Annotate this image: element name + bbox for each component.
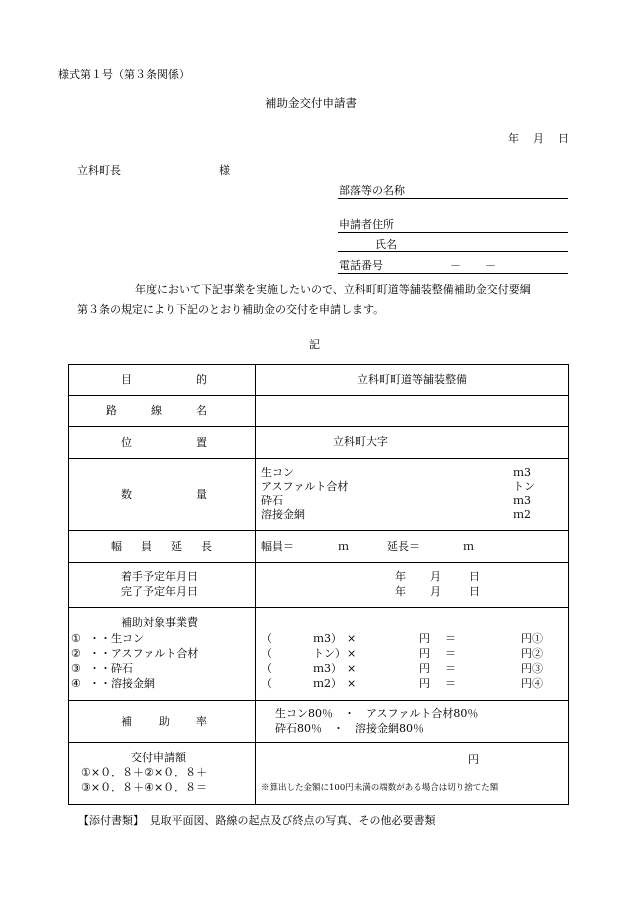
cost-yen: 円 [419, 632, 430, 645]
cost-result: 円② [521, 647, 543, 660]
cost-open-paren: （ [261, 632, 272, 645]
request-note: ※算出した金額に100円未満の端数がある場合は切り捨てた額 [261, 782, 499, 793]
route-label-c: 名 [196, 404, 207, 417]
group-name-underline [338, 198, 568, 199]
quantity-item-name: 砕石 [261, 493, 283, 507]
phone-dash-1: － [450, 259, 461, 272]
cost-result: 円③ [521, 662, 543, 675]
width-unit: ｍ [338, 539, 349, 553]
quantity-item-name: 溶接金網 [261, 507, 305, 521]
quantity-item-name: 生コン [261, 465, 294, 479]
cost-equals: ＝ [445, 632, 456, 645]
start-date-label: 着手予定年月日 [121, 570, 198, 583]
rate-label-b: 助 [159, 714, 170, 728]
route-label-a: 路 [106, 404, 117, 417]
start-year: 年 [395, 570, 406, 583]
cost-row-name: ・・溶接金網 [89, 677, 155, 690]
quantity-item-name: アスファルト合材 [261, 479, 349, 493]
row-subsidy-rate [69, 701, 569, 743]
row-width-length [69, 531, 569, 563]
route-label-b: 線 [151, 404, 162, 417]
request-amount-label [69, 743, 256, 805]
quantity-item-unit: ｍ2 [513, 507, 531, 521]
address-label: 申請者住所 [339, 218, 394, 231]
cost-result: 円① [521, 632, 543, 645]
cost-open-paren: （ [261, 662, 272, 675]
width-label: 幅員＝ [261, 539, 294, 553]
addressee-honorific: 様 [219, 164, 230, 177]
cost-open-paren: （ [261, 647, 272, 660]
cost-yen: 円 [419, 662, 430, 675]
eligible-cost-value [256, 608, 569, 701]
addressee-name: 立科町長 [77, 164, 121, 177]
date-day: 日 [558, 132, 569, 145]
ki-heading: 記 [309, 338, 320, 351]
route-name-label [69, 396, 256, 427]
cost-unit: ｍ2） [313, 677, 342, 690]
row-location [69, 427, 569, 459]
body-line-2: 第３条の規定により下記のとおり補助金の交付を申請します。 [77, 303, 385, 316]
location-value-text: 立科町大字 [333, 435, 388, 449]
cost-times: × [347, 677, 357, 690]
purpose-label [69, 365, 256, 396]
cost-row-number: ② [71, 647, 81, 660]
group-name-label: 部落等の名称 [339, 184, 405, 197]
cost-yen: 円 [419, 647, 430, 660]
location-label [69, 427, 256, 459]
request-amount-value [256, 743, 569, 805]
width-length-label-d: 長 [201, 539, 212, 553]
width-length-label [69, 531, 256, 563]
rate-label-a: 補 [121, 714, 132, 728]
purpose-label-a: 目 [121, 373, 132, 386]
cost-times: × [347, 662, 357, 675]
location-value [256, 427, 569, 459]
request-formula-1: ①×０．８＋②×０．８＋ [81, 765, 208, 779]
purpose-label-b: 的 [196, 373, 207, 386]
quantity-label-b: 量 [196, 487, 207, 501]
schedule-label [69, 563, 256, 608]
width-length-label-c: 延 [171, 539, 182, 553]
length-unit: ｍ [463, 539, 474, 553]
row-quantity [69, 459, 569, 531]
cost-unit: ｍ3） [313, 662, 342, 675]
quantity-value [256, 459, 569, 531]
attachments-note: 【添付書類】 見取平面図、路線の起点及び終点の写真、その他必要書類 [78, 814, 436, 827]
cost-result: 円④ [521, 677, 543, 690]
purpose-value: 立科町町道等舗装整備 [256, 365, 569, 396]
cost-unit: ｍ3） [313, 632, 342, 645]
quantity-label-a: 数 [121, 487, 132, 501]
quantity-label [69, 459, 256, 531]
cost-row-name: ・・砕石 [89, 662, 133, 675]
name-underline [338, 251, 568, 252]
cost-equals: ＝ [445, 662, 456, 675]
cost-row-number: ④ [71, 677, 81, 690]
width-length-label-a: 幅 [111, 539, 122, 553]
document-title: 補助金交付申請書 [265, 96, 357, 110]
location-label-a: 位 [121, 435, 132, 449]
rate-line-1: 生コン80％ ・ アスファルト合材80％ [275, 706, 479, 720]
cost-yen: 円 [419, 677, 430, 690]
eligible-cost-label [69, 608, 256, 701]
quantity-item-unit: ｍ3 [513, 493, 531, 507]
form-type-label: 様式第１号（第３条関係） [58, 68, 190, 81]
request-formula-2: ③×０．８＋④×０．８＝ [81, 780, 208, 794]
request-yen: 円 [468, 752, 479, 766]
phone-label: 電話番号 [339, 259, 383, 272]
subsidy-rate-value [256, 701, 569, 743]
length-label: 延長＝ [387, 539, 420, 553]
schedule-value [256, 563, 569, 608]
application-table [68, 364, 569, 805]
width-length-value [256, 531, 569, 563]
phone-dash-2: － [485, 259, 496, 272]
body-line-1: 年度において下記事業を実施したいので、立科町町道等舗装整備補助金交付要綱 [135, 283, 531, 296]
end-day: 日 [469, 585, 480, 598]
name-label: 氏名 [375, 238, 397, 251]
subsidy-rate-label [69, 701, 256, 743]
eligible-cost-header: 補助対象事業費 [121, 616, 198, 629]
location-label-b: 置 [196, 435, 207, 449]
cost-row-name: ・・生コン [89, 632, 144, 645]
row-route-name [69, 396, 569, 427]
request-amount-heading: 交付申請額 [131, 750, 186, 764]
cost-equals: ＝ [445, 677, 456, 690]
date-month: 月 [533, 132, 544, 145]
quantity-item-unit: ｍ3 [513, 465, 531, 479]
row-eligible-cost [69, 608, 569, 701]
date-year: 年 [508, 132, 519, 145]
route-name-value [256, 396, 569, 427]
row-purpose [69, 365, 569, 396]
width-length-label-b: 員 [141, 539, 152, 553]
address-underline [338, 232, 568, 233]
quantity-item-unit: トン [513, 479, 535, 493]
phone-underline [338, 273, 568, 274]
start-day: 日 [469, 570, 480, 583]
cost-row-number: ③ [71, 662, 81, 675]
row-request-amount [69, 743, 569, 805]
cost-times: × [347, 632, 357, 645]
end-date-label: 完了予定年月日 [121, 585, 198, 598]
cost-unit: トン） [313, 647, 346, 660]
row-schedule [69, 563, 569, 608]
cost-times: × [347, 647, 357, 660]
cost-equals: ＝ [445, 647, 456, 660]
start-month: 月 [430, 570, 441, 583]
end-month: 月 [430, 585, 441, 598]
rate-line-2: 砕石80％ ・ 溶接金網80％ [275, 721, 424, 735]
cost-row-number: ① [71, 632, 81, 645]
cost-row-name: ・・アスファルト合材 [89, 647, 199, 660]
rate-label-c: 率 [196, 714, 207, 728]
cost-open-paren: （ [261, 677, 272, 690]
end-year: 年 [395, 585, 406, 598]
